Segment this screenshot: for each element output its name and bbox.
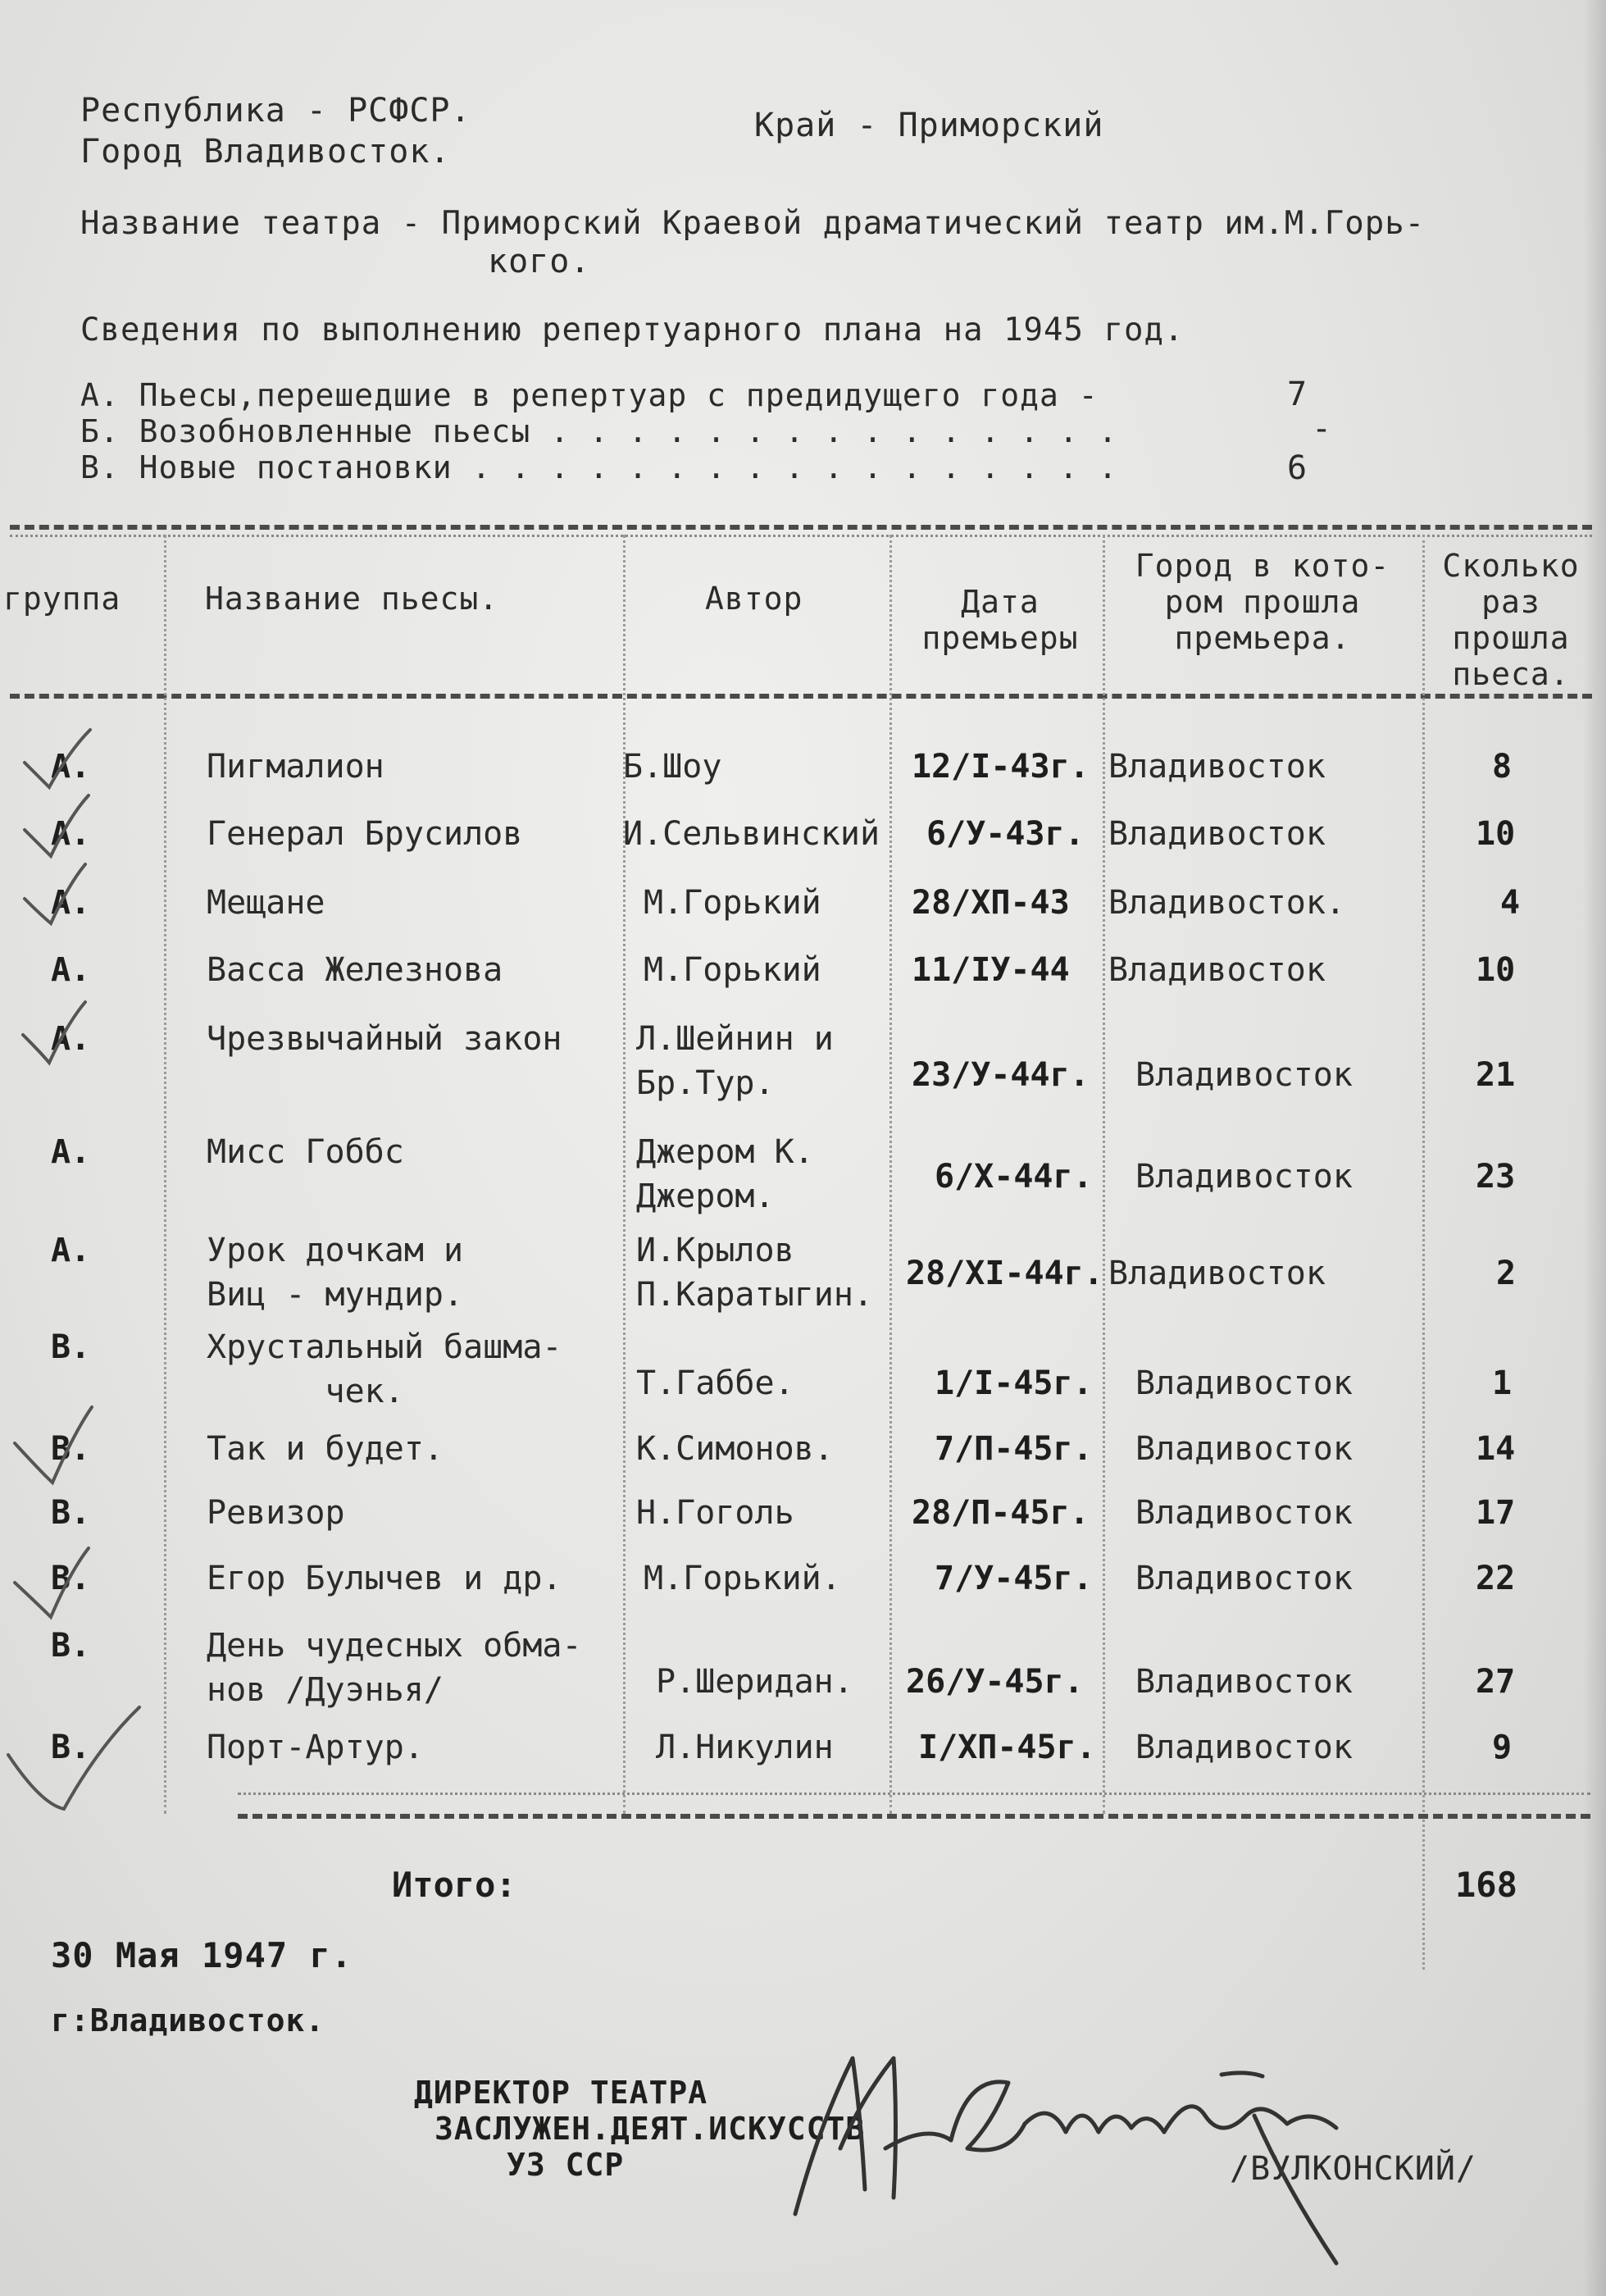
- summary-item-value: 7: [1287, 376, 1308, 413]
- signatory-title-2: ЗАСЛУЖЕН.ДЕЯТ.ИСКУССТВ: [434, 2111, 866, 2147]
- row-date: 28/ХI-44г.: [906, 1255, 1103, 1292]
- row-count: 10: [1476, 815, 1516, 853]
- row-title: Егор Булычев и др.: [207, 1560, 562, 1597]
- row-count: 9: [1492, 1729, 1513, 1766]
- row-count: 22: [1476, 1560, 1516, 1597]
- region-line: Край - Приморский: [754, 107, 1104, 144]
- row-city: Владивосток: [1135, 1729, 1353, 1766]
- column-divider: [164, 535, 166, 1814]
- row-date: 7/П-45г.: [935, 1430, 1093, 1468]
- summary-item-label: А. Пьесы,перешедшие в репертуар с предидущего года -: [80, 377, 1099, 413]
- row-count: 23: [1476, 1158, 1516, 1196]
- row-city: Владивосток: [1135, 1560, 1353, 1597]
- row-group: А.: [51, 1020, 91, 1058]
- signatory-title-3: УЗ ССР: [507, 2147, 625, 2183]
- table-header-rule: [10, 694, 1592, 699]
- row-author: И.Крылов П.Каратыгин.: [636, 1232, 873, 1314]
- row-group: В.: [51, 1627, 91, 1665]
- row-group: В.: [51, 1729, 91, 1766]
- total-value: 168: [1455, 1865, 1517, 1905]
- column-header-group: группа: [3, 581, 121, 617]
- row-title: Генерал Брусилов: [207, 815, 523, 853]
- row-count: 2: [1496, 1255, 1517, 1292]
- column-header-title: Название пьесы.: [205, 581, 499, 617]
- row-count: 10: [1476, 951, 1516, 989]
- report-title: Сведения по выполнению репертуарного плана на 1945 год.: [80, 312, 1185, 348]
- row-date: 7/У-45г.: [935, 1560, 1093, 1597]
- row-date: 12/I-43г.: [912, 748, 1090, 786]
- row-date: 23/У-44г.: [912, 1056, 1090, 1094]
- row-title: Порт-Артур.: [207, 1729, 424, 1766]
- row-count: 14: [1476, 1430, 1516, 1468]
- theatre-name-line-1: Название театра - Приморский Краевой драматический театр им.М.Горь-: [80, 205, 1426, 242]
- row-title: Мисс Гоббс: [207, 1133, 404, 1171]
- row-count: 8: [1492, 748, 1513, 786]
- row-title: Васса Железнова: [207, 951, 503, 989]
- summary-item-label: В. Новые постановки . . . . . . . . . . . . . . . . .: [80, 449, 1118, 485]
- row-title: Чрезвычайный закон: [207, 1020, 562, 1058]
- column-header-date: Дата премьеры: [921, 584, 1079, 656]
- handwritten-signature-icon: [762, 2025, 1402, 2271]
- row-date: 28/П-45г.: [912, 1494, 1090, 1532]
- column-divider: [1422, 535, 1425, 1970]
- row-count: 1: [1492, 1364, 1513, 1402]
- summary-item-value: 6: [1287, 449, 1308, 487]
- total-label: Итого:: [392, 1865, 516, 1905]
- row-city: Владивосток: [1108, 1255, 1326, 1292]
- row-group: А.: [51, 1232, 91, 1269]
- row-title: День чудесных обма- нов /Дуэнья/: [207, 1627, 582, 1709]
- row-city: Владивосток: [1108, 951, 1326, 989]
- column-divider: [889, 535, 892, 1814]
- table-top-rule: [10, 525, 1592, 530]
- row-title: Мещане: [207, 884, 325, 922]
- row-date: 28/ХП-43: [912, 884, 1070, 922]
- row-author: Т.Габбе.: [636, 1364, 794, 1402]
- document-place: г:Владивосток.: [51, 2002, 325, 2039]
- row-group: А.: [51, 884, 91, 922]
- document-date: 30 Мая 1947 г.: [51, 1935, 353, 1975]
- column-header-count: Сколько раз прошла пьеса.: [1442, 548, 1580, 692]
- table-top-rule-thin: [10, 535, 1592, 537]
- table-bottom-rule: [238, 1814, 1590, 1819]
- row-city: Владивосток: [1108, 815, 1326, 853]
- row-group: А.: [51, 748, 91, 786]
- row-city: Владивосток: [1135, 1364, 1353, 1402]
- row-group: В.: [51, 1560, 91, 1597]
- row-city: Владивосток: [1135, 1158, 1353, 1196]
- row-date: 26/У-45г.: [906, 1663, 1084, 1701]
- row-group: А.: [51, 815, 91, 853]
- row-author: И.Сельвинский: [623, 815, 880, 853]
- column-divider: [623, 535, 626, 1814]
- column-header-city: Город в кото- ром прошла премьера.: [1135, 548, 1390, 656]
- row-author: М.Горький: [644, 884, 821, 922]
- signatory-name: /ВУЛКОНСКИЙ/: [1230, 2150, 1476, 2188]
- row-author: М.Горький: [644, 951, 821, 989]
- row-group: А.: [51, 951, 91, 989]
- row-author: М.Горький.: [644, 1560, 841, 1597]
- row-title: Урок дочкам и Виц - мундир.: [207, 1232, 464, 1314]
- row-count: 4: [1500, 884, 1521, 922]
- row-city: Владивосток: [1135, 1663, 1353, 1701]
- row-date: 11/IУ-44: [912, 951, 1070, 989]
- row-group: В.: [51, 1430, 91, 1468]
- row-count: 27: [1476, 1663, 1516, 1701]
- row-city: Владивосток: [1135, 1430, 1353, 1468]
- row-date: 6/У-43г.: [926, 815, 1085, 853]
- signatory-title-1: ДИРЕКТОР ТЕАТРА: [414, 2075, 708, 2111]
- row-count: 17: [1476, 1494, 1516, 1532]
- row-author: Р.Шеридан.: [656, 1663, 853, 1701]
- column-header-author: Автор: [705, 581, 803, 617]
- row-title: Пигмалион: [207, 748, 384, 786]
- row-city: Владивосток: [1108, 748, 1326, 786]
- row-city: Владивосток.: [1108, 884, 1345, 922]
- table-bottom-rule-thin: [238, 1793, 1590, 1795]
- city-line: Город Владивосток.: [80, 133, 451, 171]
- row-author: Н.Гоголь: [636, 1494, 794, 1532]
- column-divider: [1103, 535, 1105, 1814]
- row-count: 21: [1476, 1056, 1516, 1094]
- row-title: Ревизор: [207, 1494, 345, 1532]
- row-title: Так и будет.: [207, 1430, 444, 1468]
- row-group: В.: [51, 1328, 91, 1366]
- row-date: 1/I-45г.: [935, 1364, 1093, 1402]
- row-author: Б.Шоу: [623, 748, 722, 786]
- summary-item-label: Б. Возобновленные пьесы . . . . . . . . . . . . . . .: [80, 413, 1118, 449]
- row-author: Джером К. Джером.: [636, 1133, 814, 1215]
- row-date: 6/Х-44г.: [935, 1158, 1093, 1196]
- republic-line: Республика - РСФСР.: [80, 92, 471, 130]
- row-city: Владивосток: [1135, 1494, 1353, 1532]
- row-title: Хрустальный башма- чек.: [207, 1328, 562, 1410]
- summary-item-value: -: [1312, 410, 1333, 448]
- row-city: Владивосток: [1135, 1056, 1353, 1094]
- row-author: Л.Шейнин и Бр.Тур.: [636, 1020, 834, 1102]
- row-group: А.: [51, 1133, 91, 1171]
- row-author: Л.Никулин: [656, 1729, 834, 1766]
- row-date: I/ХП-45г.: [918, 1729, 1096, 1766]
- theatre-name-line-2: кого.: [488, 243, 591, 280]
- row-author: К.Симонов.: [636, 1430, 834, 1468]
- row-group: В.: [51, 1494, 91, 1532]
